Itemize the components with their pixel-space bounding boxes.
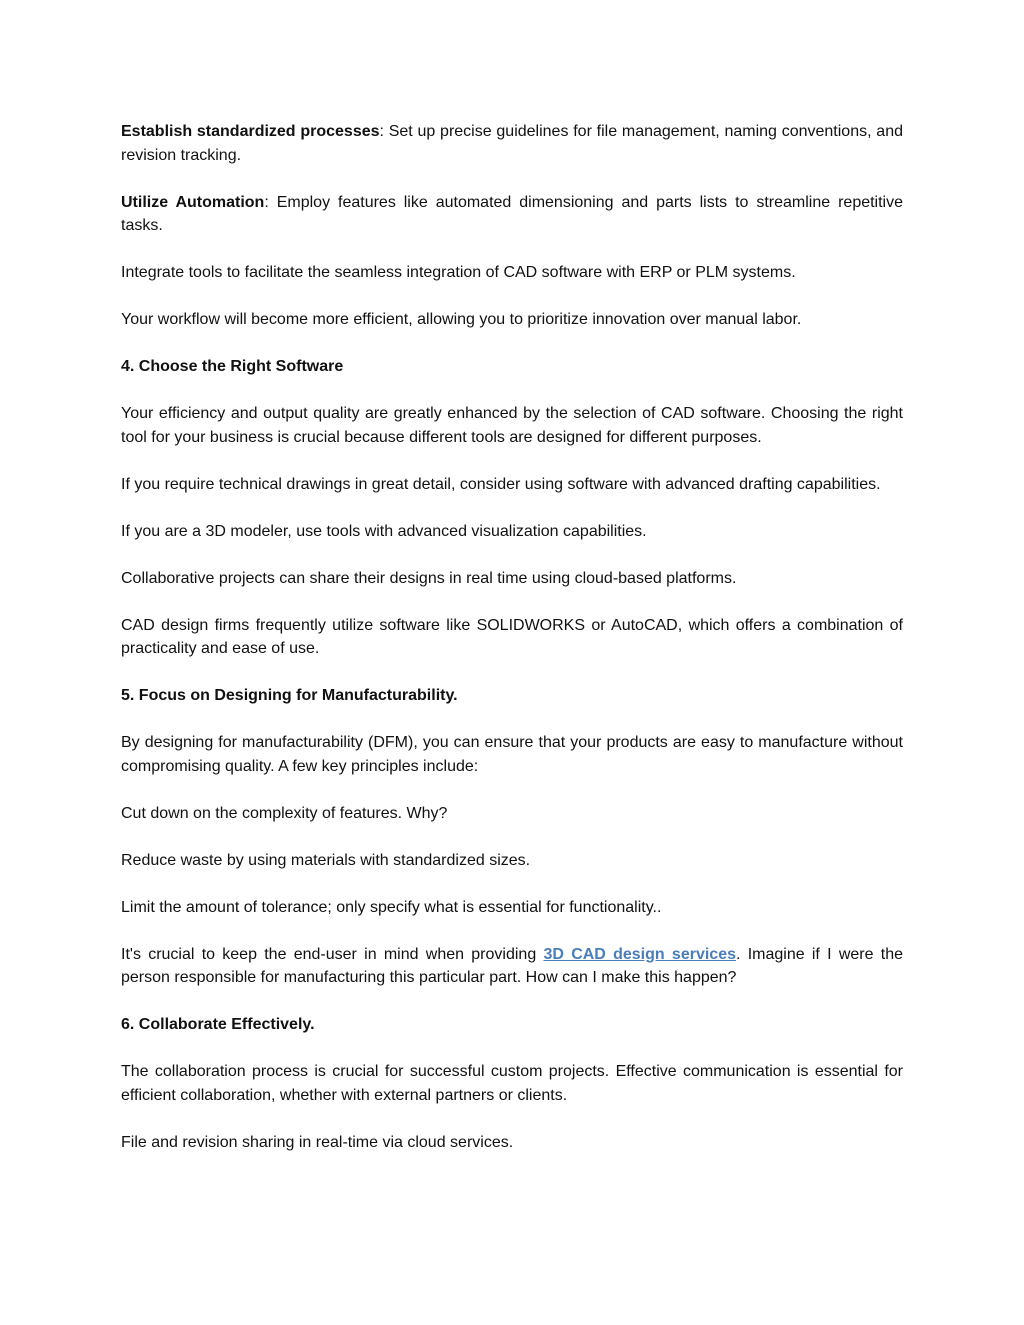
paragraph-integrate-tools: Integrate tools to facilitate the seamless integration of CAD software with ERP or PLM systems. [121,264,796,281]
paragraph-technical-drawings: If you require technical drawings in great detail, consider using software with advanced drafting capabilities. [121,475,881,493]
paragraph-3d-modeler: If you are a 3D modeler, use tools with advanced visualization capabilities. [121,522,647,540]
paragraph-utilize-automation [121,191,903,238]
cad-services-link[interactable]: 3D CAD design services [543,945,736,963]
section-heading-choose-software: 4. Choose the Right Software [121,358,344,375]
document-page [121,120,903,1178]
paragraph-end-user [121,943,903,990]
section-heading-manufacturability: 5. Focus on Designing for Manufacturability. [121,687,458,704]
paragraph-text: : Employ features like automated dimensioning and parts lists to streamline repetitive tasks. [121,193,904,234]
paragraph-collaborative-projects: Collaborative projects can share their designs in real time using cloud-based platforms. [121,569,737,587]
paragraph-standardized-processes [121,120,903,167]
paragraph-cad-firms: CAD design firms frequently utilize software like SOLIDWORKS or AutoCAD, which offers a combination of practicality and ease of use. [121,616,903,657]
paragraph-file-sharing: File and revision sharing in real-time via cloud services. [121,1133,514,1151]
paragraph-efficiency: Your efficiency and output quality are greatly enhanced by the selection of CAD software. Choosing the right tool for your business is crucial because different tools are designed for different purposes. [121,405,903,446]
paragraph-reduce-waste: Reduce waste by using materials with standardized sizes. [121,851,531,869]
bold-term: Establish standardized processes [121,123,380,140]
section-heading-collaborate: 6. Collaborate Effectively. [121,1016,315,1033]
paragraph-text: It's crucial to keep the end-user in mind when providing [121,945,544,963]
paragraph-dfm: By designing for manufacturability (DFM), you can ensure that your products are easy to manufacture without compromising quality. A few key principles include: [121,734,903,775]
paragraph-workflow: Your workflow will become more efficient, allowing you to prioritize innovation over manual labor. [121,311,802,328]
paragraph-text: : Set up precise guidelines for file management, naming conventions, and revision tracking. [121,123,904,164]
bold-term: Utilize Automation [121,193,265,211]
paragraph-text: . Imagine if I were the person responsible for manufacturing this particular part. How can I make this happen? [121,945,904,986]
paragraph-tolerance: Limit the amount of tolerance; only specify what is essential for functionality.. [121,898,662,916]
paragraph-complexity: Cut down on the complexity of features. Why? [121,804,448,822]
paragraph-collaboration-process: The collaboration process is crucial for successful custom projects. Effective communication is essential for efficient collaboration, whether with external partners or clients. [121,1063,903,1104]
